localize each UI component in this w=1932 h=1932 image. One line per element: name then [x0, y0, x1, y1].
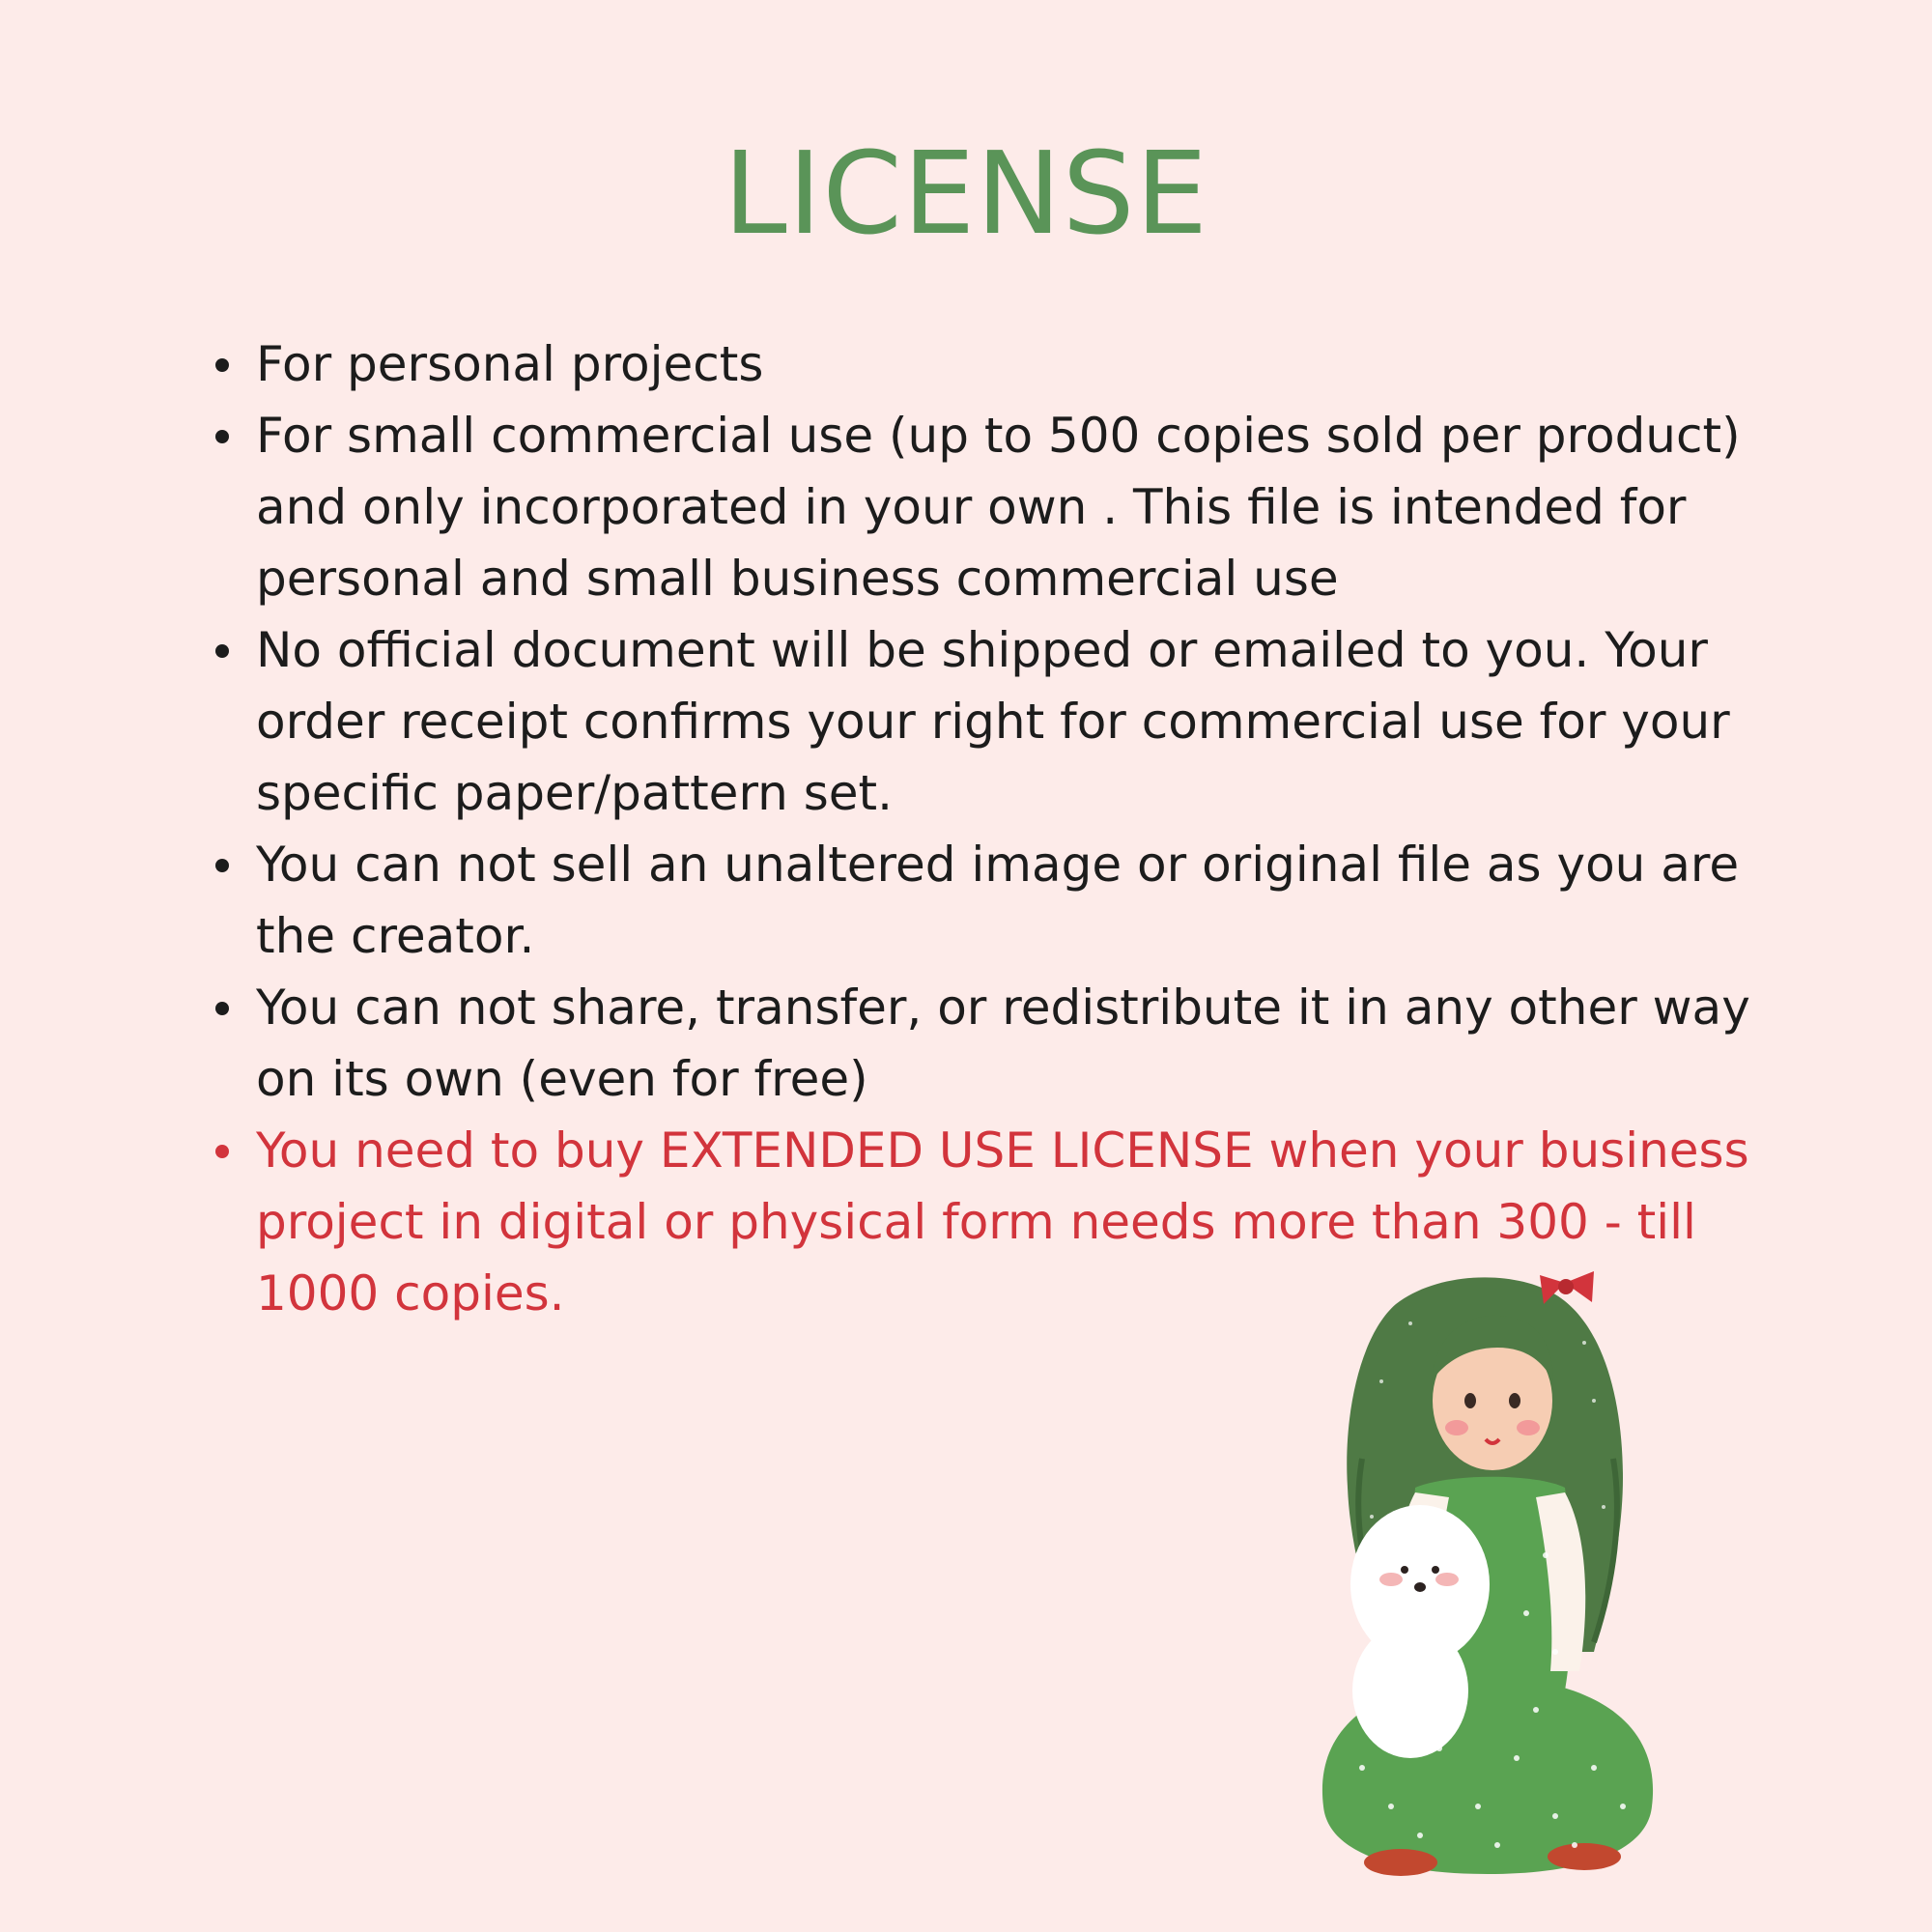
license-item-text: You need to buy EXTENDED USE LICENSE when your business project in digital or physical form needs more than 300 - till 1000 copies.: [256, 1122, 1749, 1321]
license-item: [256, 614, 1763, 829]
license-item: [256, 328, 1763, 400]
girl-with-dog-illustration-icon: [1304, 1265, 1671, 1884]
bullet-icon: [215, 644, 229, 658]
bullet-icon: [215, 358, 229, 372]
license-item-text: For small commercial use (up to 500 copies sold per product) and only incorporated in your own . This file is intended for personal and small business commercial use: [256, 408, 1741, 607]
license-item-text: No official document will be shipped or emailed to you. Your order receipt confirms your right for commercial use for your specific paper/pattern set.: [256, 622, 1730, 821]
page-title: LICENSE: [723, 127, 1209, 260]
license-item: [256, 972, 1763, 1115]
license-item: [256, 400, 1763, 614]
license-terms-list: [256, 328, 1763, 1329]
bullet-icon: [215, 859, 229, 872]
license-item-text: You can not share, transfer, or redistribute it in any other way on its own (even for free): [256, 980, 1750, 1107]
license-item-text: For personal projects: [256, 336, 764, 392]
bullet-icon: [215, 1145, 229, 1158]
bullet-icon: [215, 1002, 229, 1015]
license-item-text: You can not sell an unaltered image or original file as you are the creator.: [256, 837, 1740, 964]
bullet-icon: [215, 430, 229, 443]
license-item: [256, 829, 1763, 972]
